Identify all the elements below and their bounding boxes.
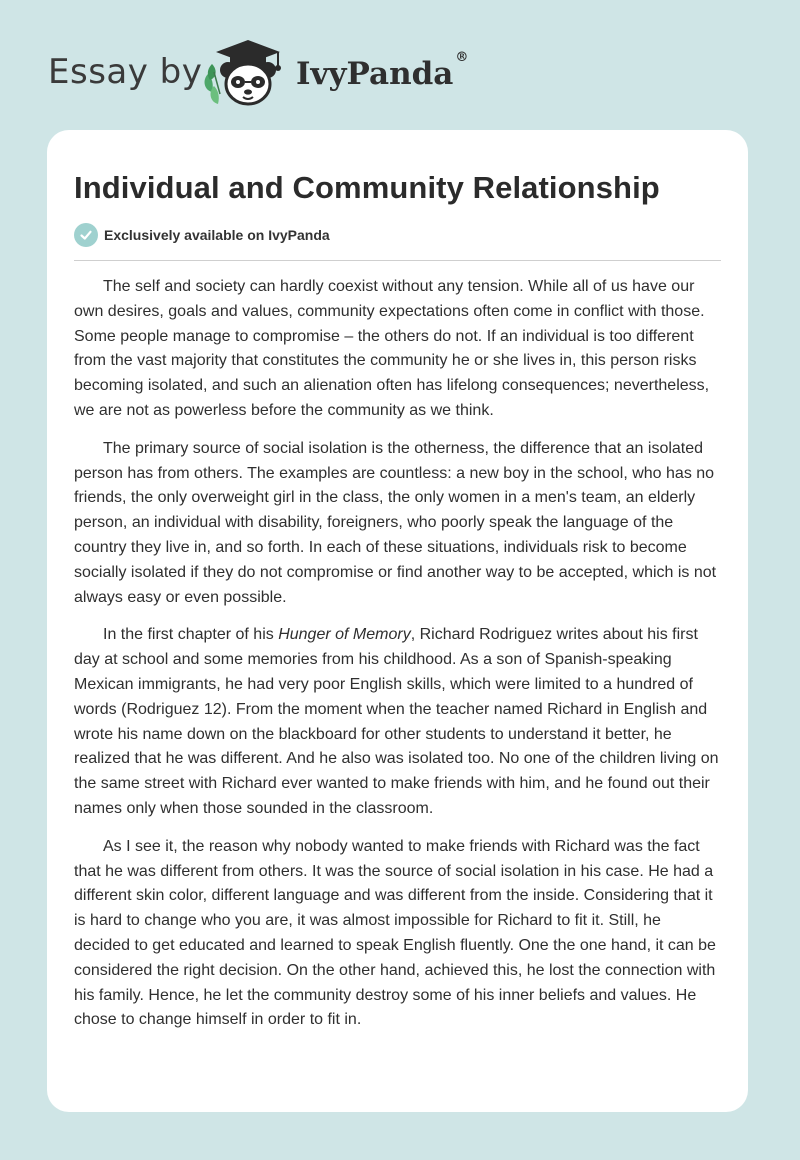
paragraph-3-text-after: , Richard Rodriguez writes about his first day at school and some memories from his childhood. As a son of Spanish-speaking Mexican immigrants, he had very poor English skills, which were limited to a hundred of words (Rodriguez 12). From the moment when the teacher named Richard in English and wrote his name down on the blackboard for other students to understand it better, he realized that he was different. And he also was isolated too. No one of the children living on the same street with Richard ever wanted to make friends with him, and he found out their names only when those sounded in the classroom. <box>74 626 719 817</box>
essay-paragraph-1: The self and society can hardly coexist without any tension. While all of us have our own desires, goals and values, community expectations often come in conflict with those. Some people manage to compromise – the others do not. If an individual is too different from the vast majority that constitutes the community he or she lives in, this person risks becoming isolated, and such an alienation often has lifelong consequences; nevertheless, we are not as powerless before the community as we think. <box>74 278 710 419</box>
essay-paragraph-2: The primary source of social isolation is the otherness, the difference that an isolated person has from others. The examples are countless: a new boy in the school, who has no friends, the only overweight girl in the class, the only women in a men's team, an elderly person, an individual with disability, foreigners, who poorly speak the language of the country they live in, and so forth. In each of these situations, individuals risk to become socially isolated if they do not compromise or find another way to be accepted, which is not always easy or even possible. <box>74 439 717 606</box>
checkmark-icon <box>74 223 98 247</box>
paragraph-3-text-before: In the first chapter of his <box>103 626 279 644</box>
essay-card <box>47 130 748 1112</box>
site-header <box>0 0 800 130</box>
exclusive-badge <box>74 222 721 248</box>
divider <box>74 260 721 261</box>
book-title-italic: Hunger of Memory <box>278 626 411 644</box>
page-title: Individual and Community Relationship <box>74 170 660 205</box>
essay-paragraph-4: As I see it, the reason why nobody wanted to make friends with Richard was the fact that he was different from others. It was the source of social isolation in his case. He had a different skin color, different language and was different from the inside. Considering that it is hard to change who you are, it was almost impossible for Richard to fit it. Still, he decided to get educated and learned to speak English fluently. One the one hand, it can be considered the right decision. On the other hand, achieved this, he lost the connection with his family. Hence, he let the community destroy some of his inner beliefs and values. He chose to change himself in order to fit in. <box>74 837 716 1029</box>
brand-text: IvyPanda <box>296 56 454 92</box>
brand-name[interactable] <box>296 50 469 92</box>
essay-paragraph-3 <box>74 623 721 821</box>
essay-by-label: Essay by <box>48 52 203 92</box>
trademark-symbol: ® <box>455 50 469 65</box>
exclusive-badge-label: Exclusively available on IvyPanda <box>104 227 330 243</box>
panda-graduate-logo-icon[interactable] <box>200 34 292 110</box>
